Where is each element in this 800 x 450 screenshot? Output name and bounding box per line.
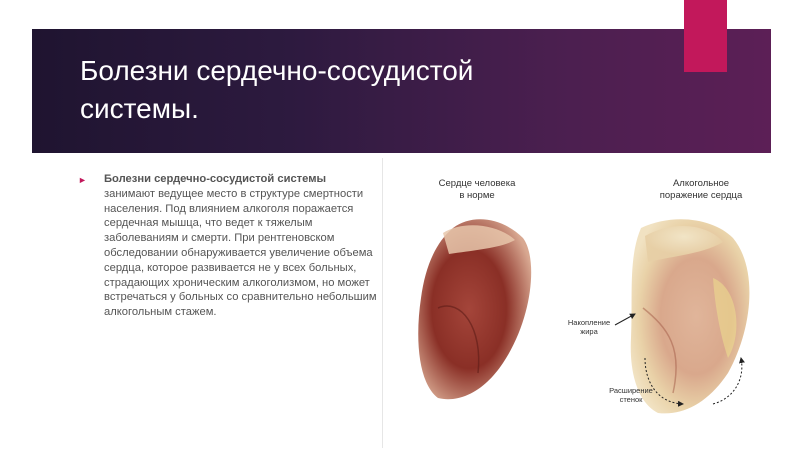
body-text: занимают ведущее место в структуре смертности населения. Под влиянием алкоголя поражается сердечная мышца, что ведет к тяжелым заболеваниям и смерти. При рентгеновском обследовании обнаруживается увеличение объема сердца, которое развивается не у всех больных, страдающих хроническим алкоголизмом, но может встречаться у больных со сравнительно небольшим алкогольным стажем. bbox=[104, 187, 377, 319]
label-normal-line1: Сердце человека bbox=[438, 178, 516, 189]
body-bold-lead: Болезни сердечно-сосудистой системы bbox=[104, 173, 327, 185]
note-fat-accumulation bbox=[559, 318, 619, 336]
note-wall-dilation bbox=[601, 386, 661, 404]
label-alcohol-line1: Алкогольное bbox=[672, 178, 730, 189]
note-walls-line1: Расширение bbox=[609, 386, 653, 395]
normal-heart bbox=[418, 219, 531, 399]
label-alcohol-line2: поражение сердца bbox=[659, 190, 743, 201]
body-paragraph bbox=[104, 172, 378, 320]
bullet-arrow-icon: ► bbox=[78, 175, 87, 185]
slide-body bbox=[78, 172, 378, 320]
hearts-illustration bbox=[383, 158, 789, 448]
note-fat-line2: жира bbox=[580, 327, 598, 336]
note-fat-line1: Накопление bbox=[567, 318, 611, 327]
label-normal-line2: в норме bbox=[459, 190, 495, 201]
alcoholic-heart bbox=[631, 219, 750, 413]
accent-tab bbox=[684, 0, 727, 72]
slide-title: Болезни сердечно-сосудистой системы. bbox=[80, 55, 474, 124]
heart-comparison-figure bbox=[382, 158, 789, 448]
note-walls-line2: стенок bbox=[619, 395, 643, 404]
